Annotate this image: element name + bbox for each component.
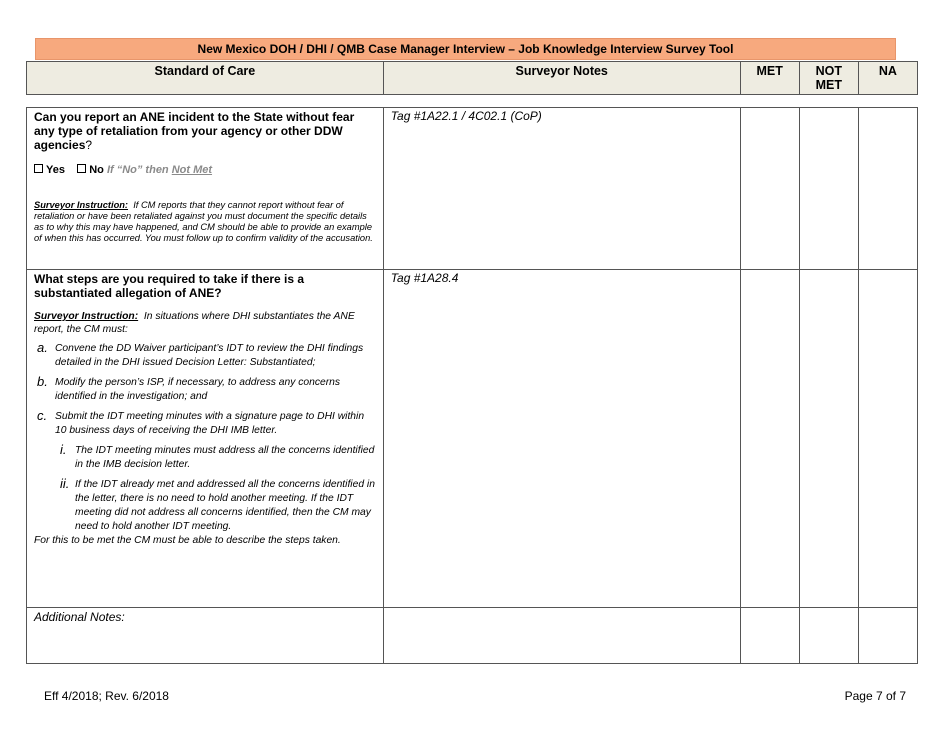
header-standard-of-care: Standard of Care bbox=[27, 62, 384, 95]
yes-checkbox[interactable] bbox=[34, 164, 43, 173]
if-no-hint: If “No” then Not Met bbox=[106, 164, 213, 176]
tag-reference: Tag #1A28.4 bbox=[390, 271, 459, 285]
table-row bbox=[27, 108, 918, 270]
table-row bbox=[27, 270, 918, 608]
no-checkbox[interactable] bbox=[77, 164, 86, 173]
list-item: ii. If the IDT already met and addressed all the concerns identified in the letter, there is no need to hold another meeting. If the IDT meeting did not address all concerns identified, then the CM may need to hold another IDT meeting. bbox=[60, 476, 375, 532]
met-cell[interactable] bbox=[740, 270, 799, 608]
final-instruction: For this to be met the CM must be able to describe the steps taken. bbox=[34, 535, 341, 546]
na-cell[interactable] bbox=[858, 608, 917, 664]
list-item: c. Submit the IDT meeting minutes with a signature page to DHI within 10 business days of receiving the DHI IMB letter. bbox=[37, 408, 365, 436]
tag-reference: Tag #1A22.1 / 4C02.1 (CoP) bbox=[390, 109, 542, 123]
not-met-cell[interactable] bbox=[799, 270, 858, 608]
question-ane-reporting: Can you report an ANE incident to the State without fear any type of retaliation from your agency or other DDW agencies? bbox=[34, 110, 355, 152]
yes-label: Yes bbox=[46, 164, 65, 176]
not-met-cell[interactable] bbox=[799, 108, 858, 270]
surveyor-instruction: Surveyor Instruction: If CM reports that they cannot report without fear of retaliation or have been retaliated against you must document the specific details as to why this may have happened, and CM should be able to provide an example of when this has occurred. You must follow up to confirm validity of the accusation. bbox=[34, 200, 373, 243]
question-substantiated-ane: What steps are you required to take if there is a substantiated allegation of ANE? bbox=[34, 272, 305, 300]
additional-notes-cell[interactable] bbox=[27, 608, 384, 664]
header-table bbox=[26, 61, 918, 95]
met-cell[interactable] bbox=[740, 108, 799, 270]
footer-page-number: Page 7 of 7 bbox=[844, 689, 906, 703]
not-met-cell[interactable] bbox=[799, 608, 858, 664]
standard-cell-substantiated-ane bbox=[27, 270, 384, 608]
additional-notes-label: Additional Notes: bbox=[34, 610, 125, 624]
list-item: b. Modify the person’s ISP, if necessary, to address any concerns identified in the investigation; and bbox=[37, 374, 341, 402]
table-row bbox=[27, 608, 918, 664]
standard-cell-ane-reporting bbox=[27, 108, 384, 270]
header-not-met: NOT MET bbox=[799, 62, 858, 95]
header-na: NA bbox=[858, 62, 917, 95]
survey-table bbox=[26, 107, 918, 664]
list-item: a. Convene the DD Waiver participant’s IDT to review the DHI findings detailed in the DHI issued Decision Letter: Substantiated; bbox=[37, 340, 364, 368]
surveyor-notes-cell[interactable] bbox=[383, 608, 740, 664]
header-met: MET bbox=[740, 62, 799, 95]
no-label: No bbox=[89, 164, 104, 176]
surveyor-instruction: Surveyor Instruction: In situations where DHI substantiates the ANE report, the CM must: bbox=[34, 311, 355, 335]
document-banner-title: New Mexico DOH / DHI / QMB Case Manager Interview – Job Knowledge Interview Survey Tool bbox=[35, 38, 896, 60]
na-cell[interactable] bbox=[858, 270, 917, 608]
na-cell[interactable] bbox=[858, 108, 917, 270]
list-item: i. The IDT meeting minutes must address all the concerns identified in the IMB decision letter. bbox=[60, 442, 375, 470]
footer-revision: Eff 4/2018; Rev. 6/2018 bbox=[44, 689, 169, 703]
surveyor-notes-cell[interactable] bbox=[383, 108, 740, 270]
yes-no-options bbox=[34, 164, 376, 177]
met-cell[interactable] bbox=[740, 608, 799, 664]
surveyor-notes-cell[interactable] bbox=[383, 270, 740, 608]
header-surveyor-notes: Surveyor Notes bbox=[383, 62, 740, 95]
